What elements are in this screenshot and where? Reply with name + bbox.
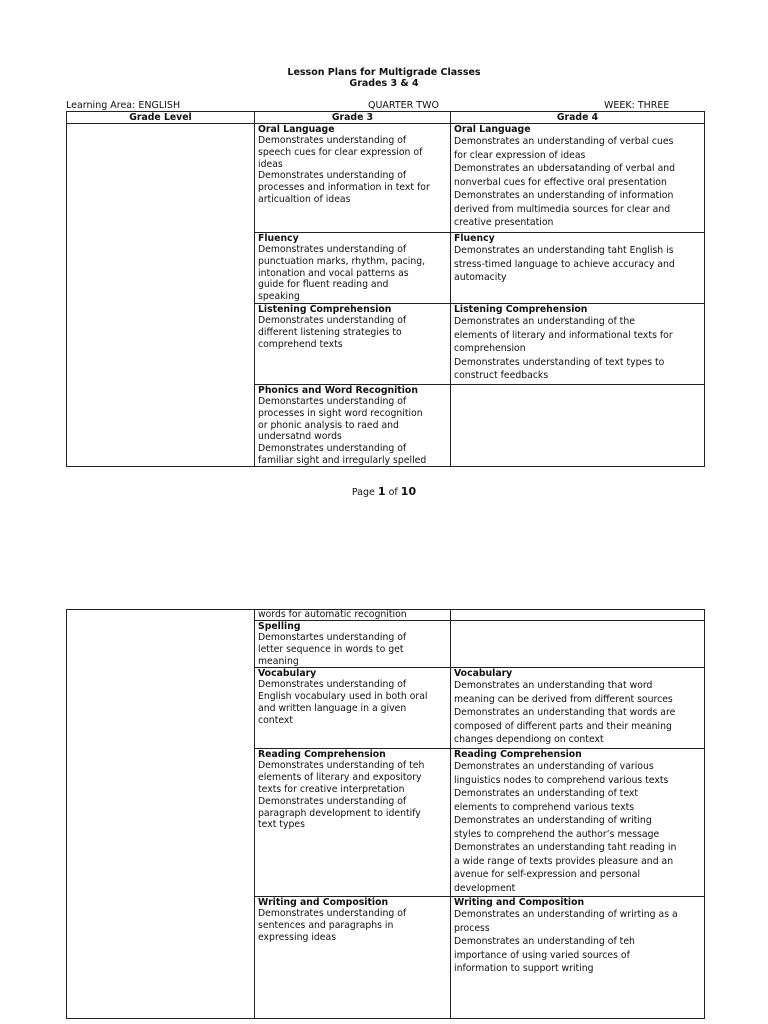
text-line: different listening strategies to: [258, 326, 402, 338]
text-line: Demonstrates understanding of: [258, 795, 407, 807]
section-title: Fluency: [258, 233, 299, 244]
text-line: processes and information in text for: [258, 182, 430, 194]
text-line: or phonic analysis to raed and: [258, 419, 399, 431]
section-title: Reading Comprehension: [454, 749, 582, 761]
text-line: Demonstrates an understanding of information: [454, 190, 674, 201]
header-grade-level: Grade Level: [67, 112, 255, 124]
section-title: Fluency: [454, 233, 495, 244]
spelling-grade-4: [451, 621, 705, 668]
text-line: Demonstrates understanding of: [258, 170, 407, 182]
phonics-grade-4: [451, 385, 705, 467]
page-total: 10: [400, 485, 417, 498]
text-line: sentences and paragraphs in: [258, 920, 394, 932]
cell-text: [454, 315, 701, 383]
text-line: guide for fluent reading and: [258, 279, 389, 291]
section-title: Vocabulary: [454, 668, 513, 680]
quarter: QUARTER TWO: [368, 100, 439, 111]
text-line: articualtion of ideas: [258, 193, 351, 205]
cell-text: [258, 679, 447, 726]
text-line: elements to comprehend various texts: [454, 801, 635, 813]
text-line: creative presentation: [454, 217, 554, 228]
cell-text: [258, 760, 447, 831]
text-line: information to support writing: [454, 963, 594, 975]
learning-area: Learning Area: ENGLISH: [66, 100, 181, 111]
text-line: text types: [258, 819, 305, 831]
text-line: styles to comprehend the author’s message: [454, 828, 660, 840]
text-line: familiar sight and irregularly spelled: [258, 454, 427, 466]
section-title: Oral Language: [258, 124, 335, 135]
text-line: speech cues for clear expression of: [258, 146, 423, 158]
section-title: Vocabulary: [258, 668, 317, 680]
section-title: Phonics and Word Recognition: [258, 385, 418, 396]
section-title: Listening Comprehension: [258, 304, 392, 315]
cell-text: [258, 244, 447, 303]
text-line: Demonstrates understanding of: [258, 908, 407, 920]
header-grade-4: Grade 4: [451, 112, 705, 124]
cell-text: [258, 632, 447, 667]
text-line: Demonstartes understanding of: [258, 632, 407, 643]
fluency-grade-3: [255, 233, 451, 304]
page-of: of: [388, 487, 398, 498]
phonics-continued-grade-3: words for automatic recognition: [255, 610, 451, 621]
reading-comprehension-grade-4: [451, 749, 705, 897]
page-footer: [0, 485, 768, 498]
text-line: Demonstrates an ubdersatanding of verbal and: [454, 163, 676, 174]
section-title: Reading Comprehension: [258, 749, 386, 761]
reading-comprehension-grade-3: [255, 749, 451, 897]
text-line: ideas: [258, 158, 283, 170]
document-title: Lesson Plans for Multigrade Classes: [287, 67, 481, 78]
text-line: avenue for self-expression and personal: [454, 869, 641, 881]
text-line: English vocabulary used in both oral: [258, 691, 428, 703]
text-line: punctuation marks, rhythm, pacing,: [258, 255, 426, 267]
cell-text: [454, 244, 701, 285]
text-line: Demonstrates an understanding of teh: [454, 936, 635, 948]
text-line: Demonstrates understanding of text types to: [454, 356, 665, 368]
grade-level-cell: [67, 610, 255, 1019]
cell-text: [258, 908, 447, 943]
text-line: texts for creative interpretation: [258, 783, 405, 795]
text-line: and written language in a given: [258, 702, 407, 714]
text-line: speaking: [258, 291, 300, 303]
text-line: linguistics nodes to comprehend various texts: [454, 774, 669, 786]
section-title: Writing and Composition: [258, 897, 389, 909]
cell-text: [258, 135, 447, 206]
text-line: Demonstrates understanding of: [258, 443, 407, 455]
text-line: meaning: [258, 655, 299, 667]
listening-comprehension-grade-4: [451, 304, 705, 385]
writing-composition-grade-3: [255, 897, 451, 1019]
text-line: paragraph development to identify: [258, 807, 421, 819]
text-line: Demonstrates understanding of teh: [258, 760, 425, 772]
text-line: composed of different parts and their meaning: [454, 720, 672, 732]
listening-comprehension-grade-3: [255, 304, 451, 385]
text-line: automacity: [454, 272, 507, 283]
text-line: Demonstrates an understanding of text: [454, 788, 639, 800]
spelling-grade-3: [255, 621, 451, 668]
text-line: comprehend texts: [258, 338, 343, 350]
text-line: Demonstrates an understanding taht reading in: [454, 842, 677, 854]
text-line: Demonstrates understanding of: [258, 315, 407, 326]
text-line: development: [454, 882, 516, 894]
text-line: Demonstrates understanding of: [258, 679, 407, 691]
section-title: Listening Comprehension: [454, 304, 588, 315]
text-line: Demonstrates understanding of: [258, 244, 407, 255]
vocabulary-grade-4: [451, 668, 705, 749]
text-line: intonation and vocal patterns as: [258, 267, 409, 279]
writing-composition-grade-4: [451, 897, 705, 1019]
text-line: changes dependiong on context: [454, 734, 604, 746]
page-current: 1: [377, 485, 386, 498]
text-line: elements of literary and expository: [258, 772, 422, 784]
cell-text: [454, 908, 701, 976]
text-line: a wide range of texts provides pleasure and an: [454, 855, 674, 867]
text-line: processes in sight word recognition: [258, 407, 423, 419]
section-title: Writing and Composition: [454, 897, 585, 909]
section-title: Spelling: [258, 621, 301, 632]
lesson-table-page-2: [66, 609, 705, 1019]
text-line: Demonstartes understanding of: [258, 396, 407, 407]
text-line: context: [258, 714, 294, 726]
text-line: Demonstrates an understanding of wrirting as a: [454, 909, 678, 921]
cell-text: [454, 760, 701, 895]
text-line: Demonstrates an understanding of verbal cues: [454, 136, 674, 147]
text-line: meaning can be derived from different sources: [454, 693, 673, 705]
page-label: Page: [351, 487, 375, 498]
phonics-grade-3: [255, 385, 451, 467]
text-line: elements of literary and informational texts for: [454, 329, 673, 341]
text-line: letter sequence in words to get: [258, 643, 404, 655]
phonics-continued-grade-4: [451, 610, 705, 621]
text-line: construct feedbacks: [454, 370, 549, 381]
section-title: Oral Language: [454, 124, 531, 135]
text-line: stress-timed language to achieve accuracy and: [454, 258, 675, 270]
oral-language-grade-3: [255, 124, 451, 233]
text-line: Demonstrates an understanding that word: [454, 680, 653, 692]
text-line: undersatnd words: [258, 431, 342, 443]
week: WEEK: THREE: [604, 100, 670, 111]
text-line: Demonstrates an understanding of various: [454, 761, 654, 773]
text-line: nonverbal cues for effective oral presentation: [454, 176, 667, 188]
text-line: derived from multimedia sources for clear and: [454, 203, 671, 215]
text-line: expressing ideas: [258, 931, 337, 943]
text-line: comprehension: [454, 343, 526, 354]
text-line: importance of using varied sources of: [454, 949, 630, 961]
cell-text: [258, 396, 447, 466]
lesson-table-page-1: [66, 111, 705, 467]
grade-level-cell: [67, 124, 255, 467]
cell-text: [454, 135, 701, 230]
text-line: Demonstrates an understanding of the: [454, 316, 635, 327]
cell-text: [258, 315, 447, 350]
text-line: Demonstrates an understanding of writing: [454, 815, 652, 827]
vocabulary-grade-3: [255, 668, 451, 749]
text-line: Demonstrates understanding of: [258, 135, 407, 146]
oral-language-grade-4: [451, 124, 705, 233]
document-subtitle: Grades 3 & 4: [349, 78, 419, 89]
fluency-grade-4: [451, 233, 705, 304]
text-line: process: [454, 922, 490, 934]
text-line: Demonstrates an understanding that words are: [454, 707, 676, 719]
text-line: for clear expression of ideas: [454, 149, 586, 161]
header-grade-3: Grade 3: [255, 112, 451, 124]
cell-text: [454, 679, 701, 747]
text-line: Demonstrates an understanding taht English is: [454, 245, 674, 256]
